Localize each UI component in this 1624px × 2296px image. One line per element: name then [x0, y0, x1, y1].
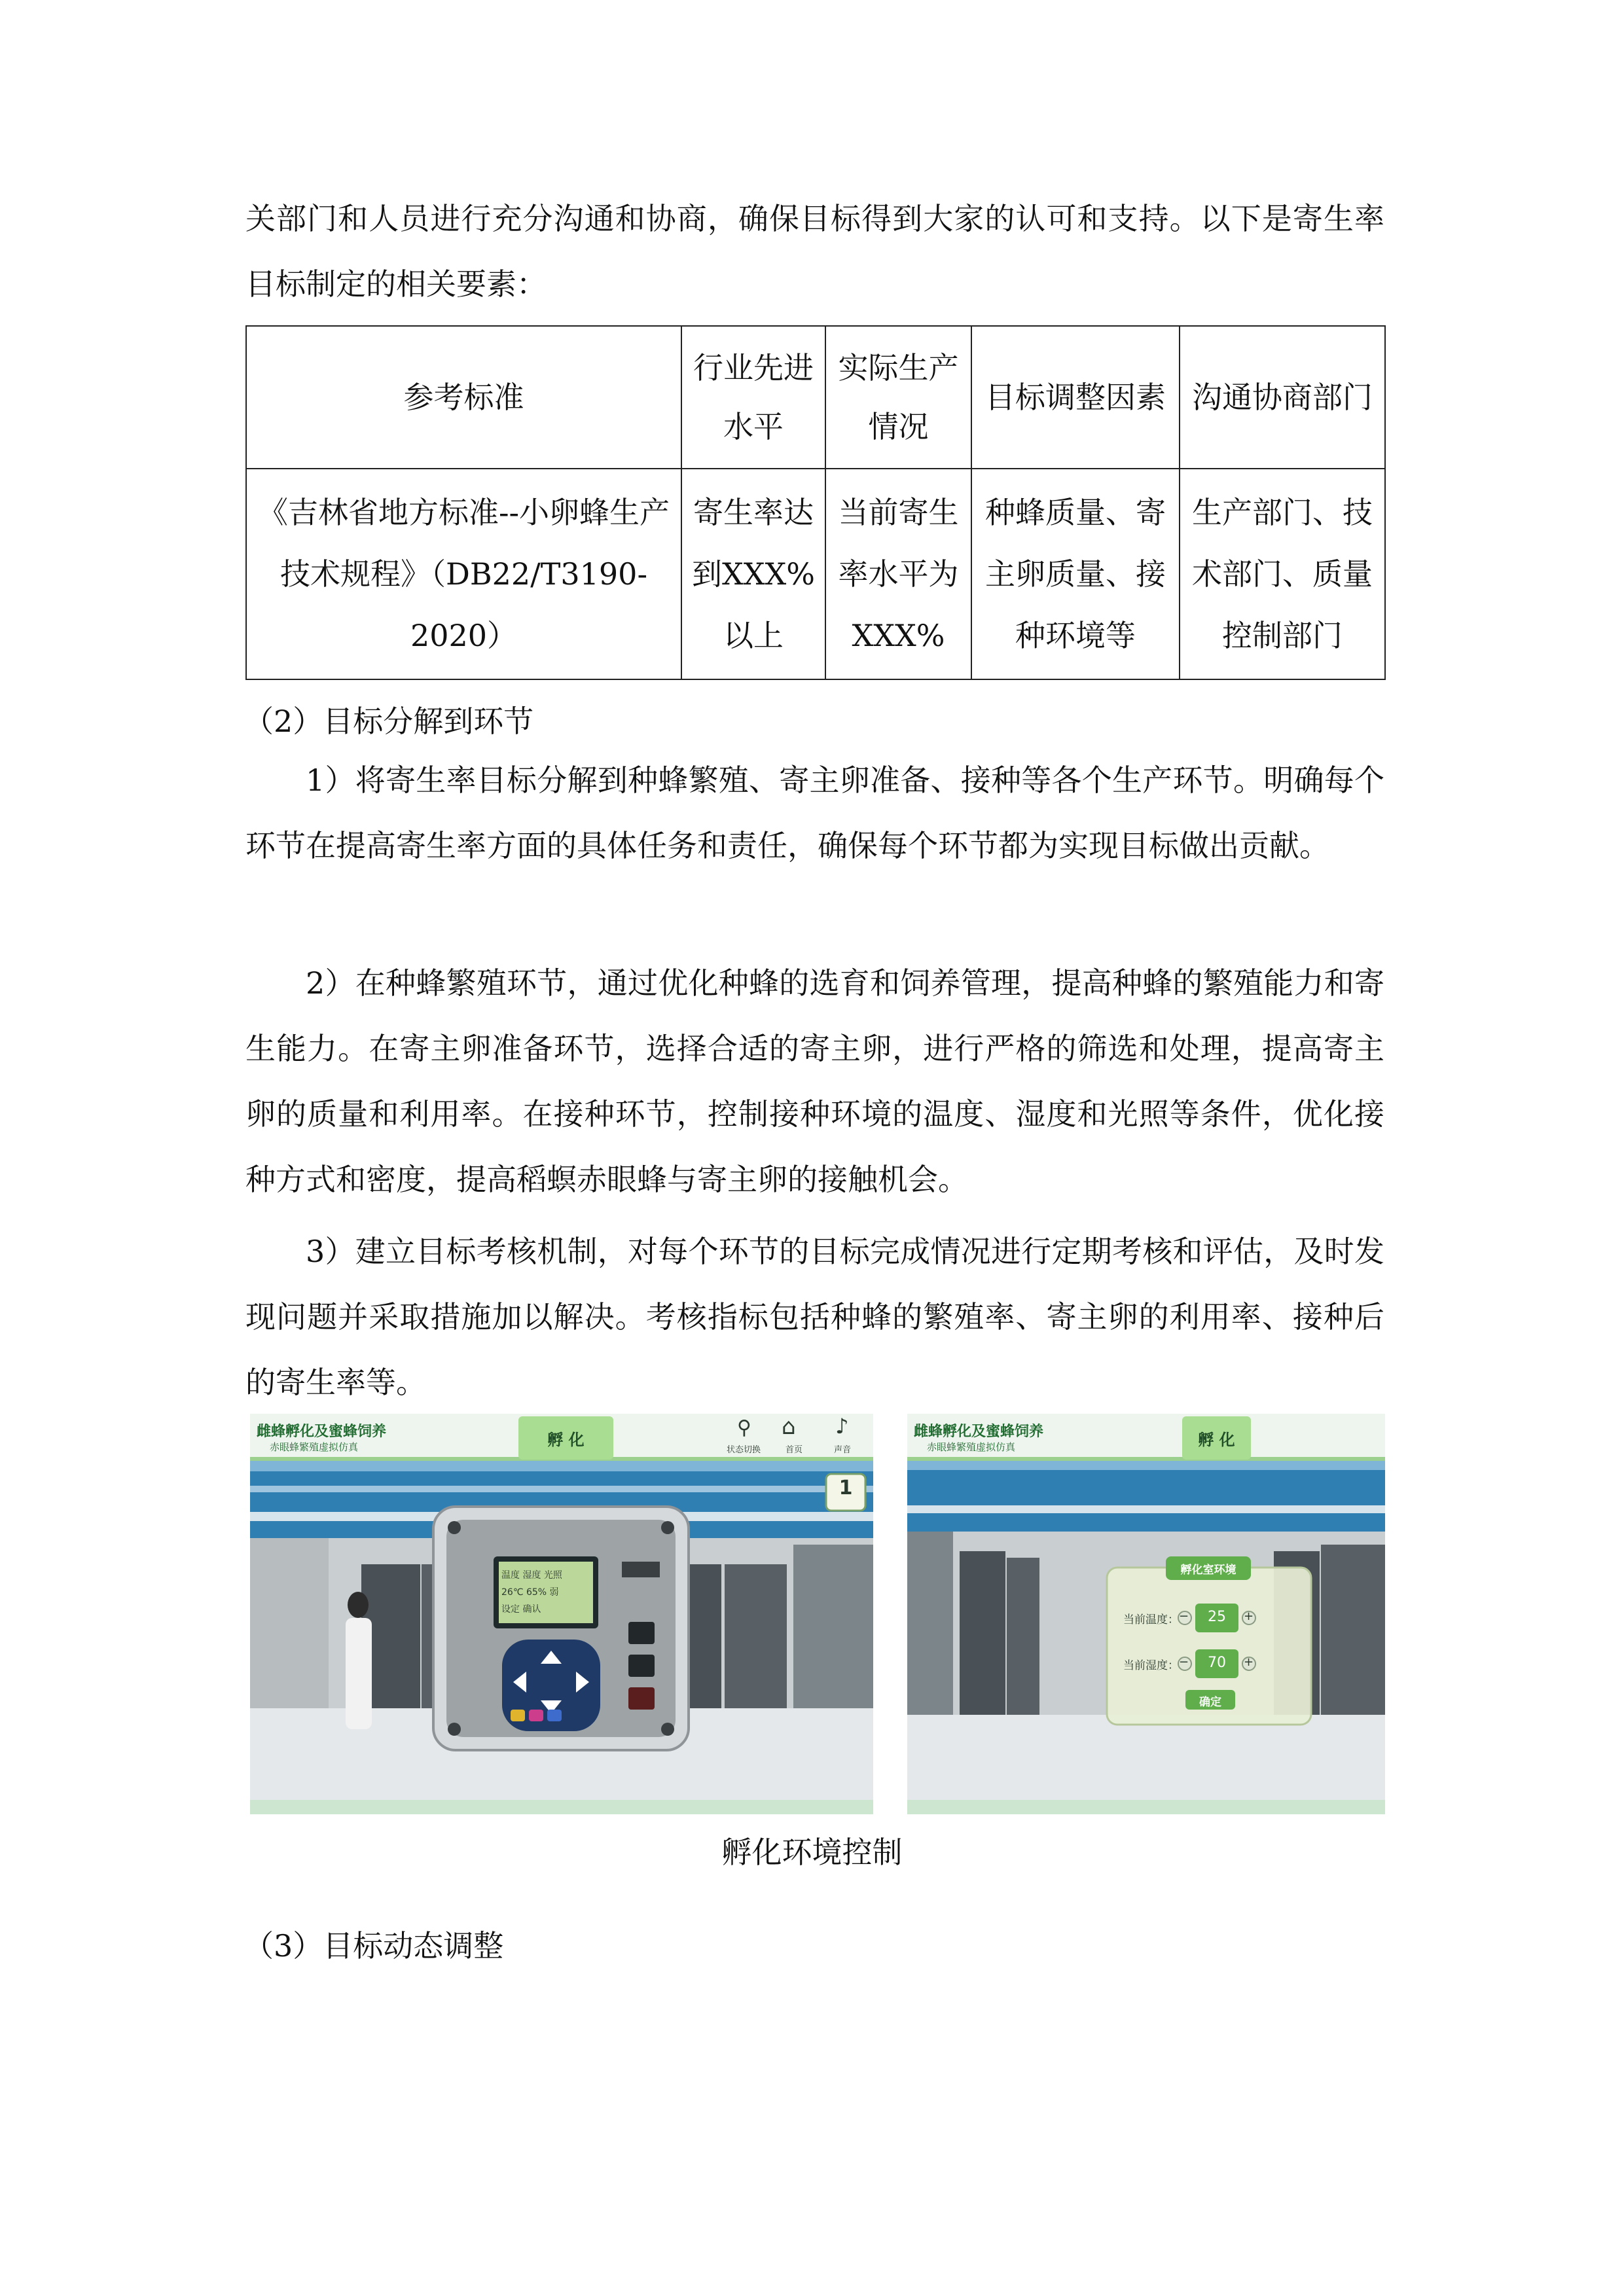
- confirm-button[interactable]: 确定: [1199, 1696, 1221, 1709]
- hum-decrease-icon[interactable]: −: [1179, 1655, 1189, 1669]
- hatchery-scene-left: [250, 1414, 873, 1814]
- home-icon[interactable]: ⌂: [782, 1414, 796, 1440]
- requirements-table: [245, 325, 1386, 680]
- lcd-line-1: 温度 湿度 光照: [501, 1570, 562, 1581]
- section2-paragraph-2: 2）在种蜂繁殖环节，通过优化种蜂的选育和饲养管理，提高种蜂的繁殖能力和寄生能力。在寄主卵准备环节，选择合适的寄主卵，进行严格的筛选和处理，提高寄主卵的质量和利用率。在接种环节，控制接种环境的温度、湿度和光照等条件，优化接种方式和密度，提高稻螟赤眼蜂与寄主卵的接触机会。: [245, 965, 1384, 1197]
- figure-left-screenshot: [250, 1414, 873, 1814]
- cell-departments: 生产部门、技术部门、质量控制部门: [1180, 469, 1385, 679]
- header-reference-standard: 参考标准: [246, 326, 681, 469]
- section2-paragraph-3: 3）建立目标考核机制，对每个环节的目标完成情况进行定期考核和评估，及时发现问题并采取措施加以解决。考核指标包括种蜂的繁殖率、寄主卵的利用率、接种后的寄生率等。: [245, 1234, 1384, 1400]
- cell-actual-production: 当前寄生率水平为XXX%: [825, 469, 971, 679]
- figure-caption: 孵化环境控制: [721, 1835, 903, 1870]
- temp-increase-icon[interactable]: +: [1244, 1609, 1254, 1623]
- scene-title-right: 雌蜂孵化及蜜蜂饲养: [914, 1424, 1044, 1440]
- toolbar-state-label: 状态切换: [727, 1445, 761, 1455]
- lcd-line-3: 设定 确认: [501, 1604, 541, 1615]
- humidity-label: 当前湿度：: [1123, 1659, 1179, 1672]
- header-adjust-factors: 目标调整因素: [971, 326, 1180, 469]
- humidity-value[interactable]: 70: [1208, 1655, 1226, 1671]
- figure-right-screenshot: [907, 1414, 1385, 1814]
- header-actual-production: 实际生产情况: [825, 326, 971, 469]
- temperature-value[interactable]: 25: [1208, 1609, 1226, 1625]
- toolbar-home-label: 首页: [785, 1445, 803, 1455]
- scene-subtitle: 赤眼蜂繁殖虚拟仿真: [270, 1441, 359, 1453]
- table-row: [246, 469, 1385, 679]
- panel-title: 孵化室环境: [1180, 1564, 1236, 1577]
- scene-subtitle-right: 赤眼蜂繁殖虚拟仿真: [927, 1441, 1016, 1453]
- tab-hatching-right[interactable]: 孵 化: [1198, 1431, 1235, 1449]
- header-industry-level: 行业先进水平: [681, 326, 825, 469]
- sound-icon[interactable]: ♪: [835, 1414, 849, 1439]
- temp-decrease-icon[interactable]: −: [1179, 1609, 1189, 1623]
- cell-reference-standard: 《吉林省地方标准--小卵蜂生产技术规程》（DB22/T3190-2020）: [246, 469, 681, 679]
- toolbar-sound-label: 声音: [834, 1445, 852, 1455]
- cell-industry-level: 寄生率达到XXX%以上: [681, 469, 825, 679]
- section2-heading: （2）目标分解到环节: [244, 704, 534, 739]
- tab-hatching[interactable]: 孵 化: [547, 1431, 585, 1449]
- hum-increase-icon[interactable]: +: [1244, 1655, 1254, 1669]
- header-departments: 沟通协商部门: [1180, 326, 1385, 469]
- step-indicator: 1: [839, 1477, 853, 1499]
- section2-paragraph-1: 1）将寄生率目标分解到种蜂繁殖、寄主卵准备、接种等各个生产环节。明确每个环节在提高寄生率方面的具体任务和责任，确保每个环节都为实现目标做出贡献。: [245, 762, 1384, 863]
- intro-paragraph: 关部门和人员进行充分沟通和协商，确保目标得到大家的认可和支持。以下是寄生率目标制定的相关要素：: [245, 201, 1384, 302]
- table-header-row: [246, 326, 1385, 469]
- toolbar-state-icon[interactable]: ⚲: [737, 1416, 751, 1439]
- lcd-line-2: 26℃ 65% 弱: [501, 1587, 559, 1598]
- cell-adjust-factors: 种蜂质量、寄主卵质量、接种环境等: [971, 469, 1180, 679]
- temperature-label: 当前温度：: [1123, 1613, 1179, 1626]
- scene-title: 雌蜂孵化及蜜蜂饲养: [257, 1424, 387, 1440]
- section3-heading: （3）目标动态调整: [244, 1928, 504, 1964]
